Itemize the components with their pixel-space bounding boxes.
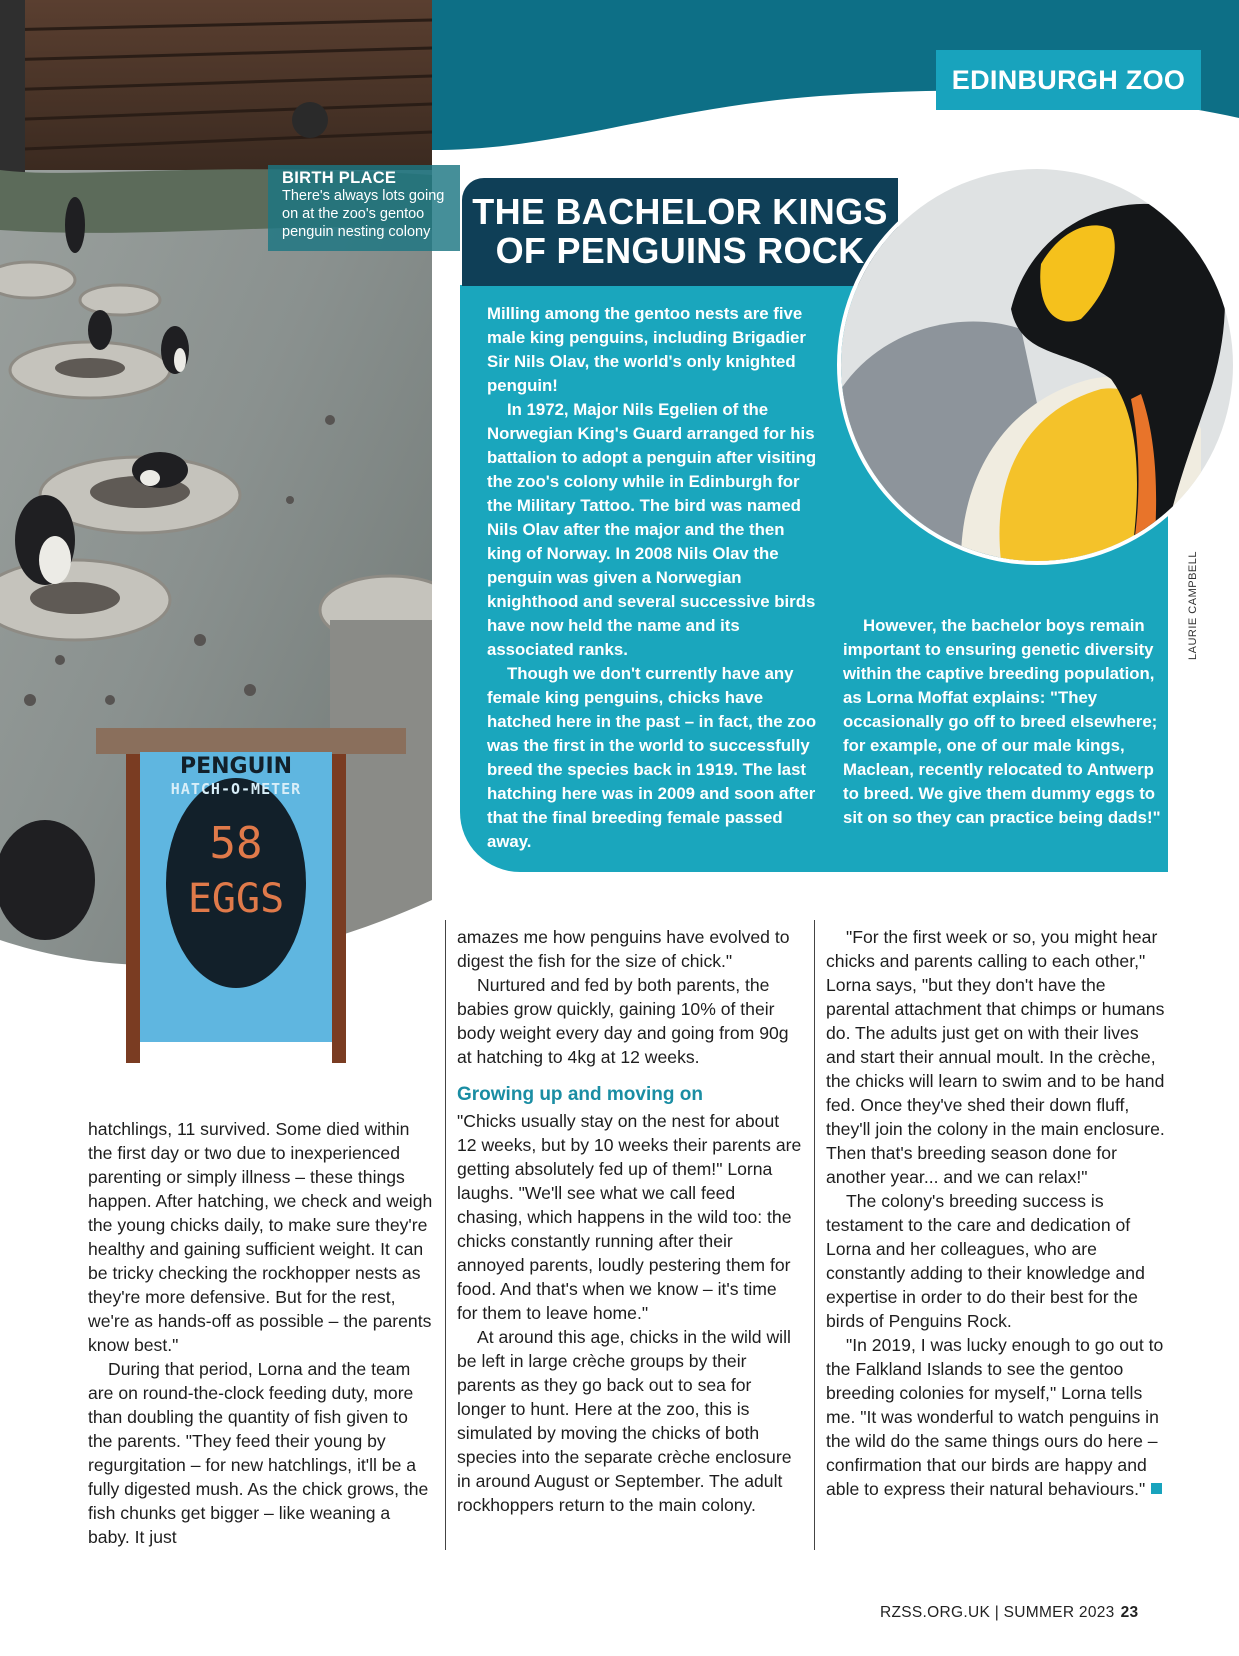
- king-penguin-photo: [837, 165, 1237, 565]
- body-paragraph: amazes me how penguins have evolved to digest the fish for the size of chick.": [457, 927, 790, 971]
- hatch-o-meter-sign: [96, 728, 446, 1088]
- body-paragraph: Nurtured and fed by both parents, the babies grow quickly, gaining 10% of their body weight every day and going from 90g at hatching to 4kg at 12 weeks.: [457, 975, 789, 1067]
- egg-unit: EGGS: [187, 876, 285, 922]
- end-mark-icon: [1151, 1483, 1162, 1494]
- caption-title: BIRTH PLACE: [282, 169, 397, 187]
- footer-site: RZSS.ORG.UK | SUMMER 2023: [880, 1604, 1115, 1621]
- sign-title: PENGUIN: [179, 754, 293, 779]
- feature-title: [462, 178, 898, 286]
- feature-paragraph: However, the bachelor boys remain important to ensuring genetic diversity within the captive breeding population, as Lorna Moffat explains: "They occasionally go off to breed elsewhere; for example, one of our male kings, Maclean, recently relocated to Antwerp to breed. We give them dummy eggs to sit on so they can practice being dads!": [843, 616, 1161, 827]
- body-column-2: [457, 925, 802, 1517]
- closing-text: "In 2019, I was lucky enough to go out to the Falkland Islands to see the gentoo breeding colonies for myself," Lorna tells me. "It was wonderful to watch penguins in the wild do the same things ours do here – confirmation that our birds are happy and able to express their natural behaviours.": [826, 1335, 1164, 1499]
- feature-title-line2: OF PENGUINS ROCK: [495, 230, 865, 271]
- body-paragraph: hatchlings, 11 survived. Some died within the first day or two due to inexperienced parenting or simply illness – these things happen. After hatching, we check and weigh the young chicks daily, to make sure they're healthy and gaining sufficient weight. It can be tricky checking the rockhopper nests as they're more defensive. But for the rest, we're as hands-off as possible – the parents know best.": [88, 1119, 433, 1355]
- sign-subtitle: HATCH-O-METER: [170, 780, 302, 798]
- feature-column-right: [843, 614, 1173, 830]
- feature-title-line1: THE BACHELOR KINGS: [472, 191, 888, 232]
- body-paragraph: At around this age, chicks in the wild will be left in large crèche groups by their parents as they go back out to sea for longer to hunt. Here at the zoo, this is simulated by moving the chicks of both species into the separate crèche enclosure in around August or September. The adult rockhoppers return to the main colony.: [457, 1327, 792, 1515]
- caption-text: There's always lots going on at the zoo's gentoo penguin nesting colony: [282, 188, 445, 240]
- body-paragraph: The colony's breeding success is testament to the care and dedication of Lorna and her colleagues, who are constantly adding to their knowledge and expertise in order to do their best for the birds of Penguins Rock.: [826, 1191, 1145, 1331]
- egg-count: 58: [209, 818, 263, 869]
- body-paragraph: "For the first week or so, you might hear chicks and parents calling to each other," Lorna says, "but they don't have the parental attachment that chimps or humans do. The adults just get on with their lives and start their annual moult. In the crèche, the chicks will learn to swim and to be hand fed. Once they've shed their down fluff, they'll join the colony in the main enclosure. Then that's breeding season done for another year... and we can relax!": [826, 927, 1165, 1187]
- feature-paragraph: Milling among the gentoo nests are five male king penguins, including Brigadier Sir Nils Olav, the world's only knighted penguin!: [487, 304, 806, 395]
- body-paragraph: "Chicks usually stay on the nest for about 12 weeks, but by 10 weeks their parents are getting absolutely fed up of them!" Lorna laughs. "We'll see what we call feed chasing, which happens in the wild too: the chicks constantly running after their annoyed parents, loudly pestering them for food. And that's when we know – it's time for them to leave home.": [457, 1111, 802, 1323]
- body-column-3: [826, 925, 1171, 1501]
- page-footer: [880, 1604, 1138, 1622]
- photo-credit: LAURIE CAMPBELL: [1187, 551, 1199, 660]
- section-tag: EDINBURGH ZOO: [936, 50, 1201, 110]
- feature-column-left: [487, 302, 823, 854]
- body-paragraph: During that period, Lorna and the team are on round-the-clock feeding duty, more than doubling the quantity of fish given to the parents. "They feed their young by regurgitation – for new hatchlings, it'll be a fully digested mush. As the chick grows, the fish chunks get bigger – like weaning a baby. It just: [88, 1359, 429, 1547]
- feature-paragraph: In 1972, Major Nils Egelien of the Norwegian King's Guard arranged for his battalion to adopt a penguin after visiting the zoo's colony while in Edinburgh for the Military Tattoo. The bird was named Nils Olav after the major and the then king of Norway. In 2008 Nils Olav the penguin was given a Norwegian knighthood and several successive birds have now held the name and its associated ranks.: [487, 400, 817, 659]
- column-rule: [814, 920, 815, 1550]
- feature-paragraph: Though we don't currently have any female king penguins, chicks have hatched here in the past – in fact, the zoo was the first in the world to successfully breed the species back in 1919. The last hatching here was in 2009 and soon after that the final breeding female passed away.: [487, 664, 817, 851]
- body-column-1: [88, 1117, 433, 1549]
- subheading: Growing up and moving on: [457, 1084, 703, 1105]
- photo-caption: [268, 165, 460, 251]
- column-rule: [445, 920, 446, 1550]
- body-paragraph: [826, 1333, 1171, 1501]
- page-number: 23: [1120, 1604, 1139, 1621]
